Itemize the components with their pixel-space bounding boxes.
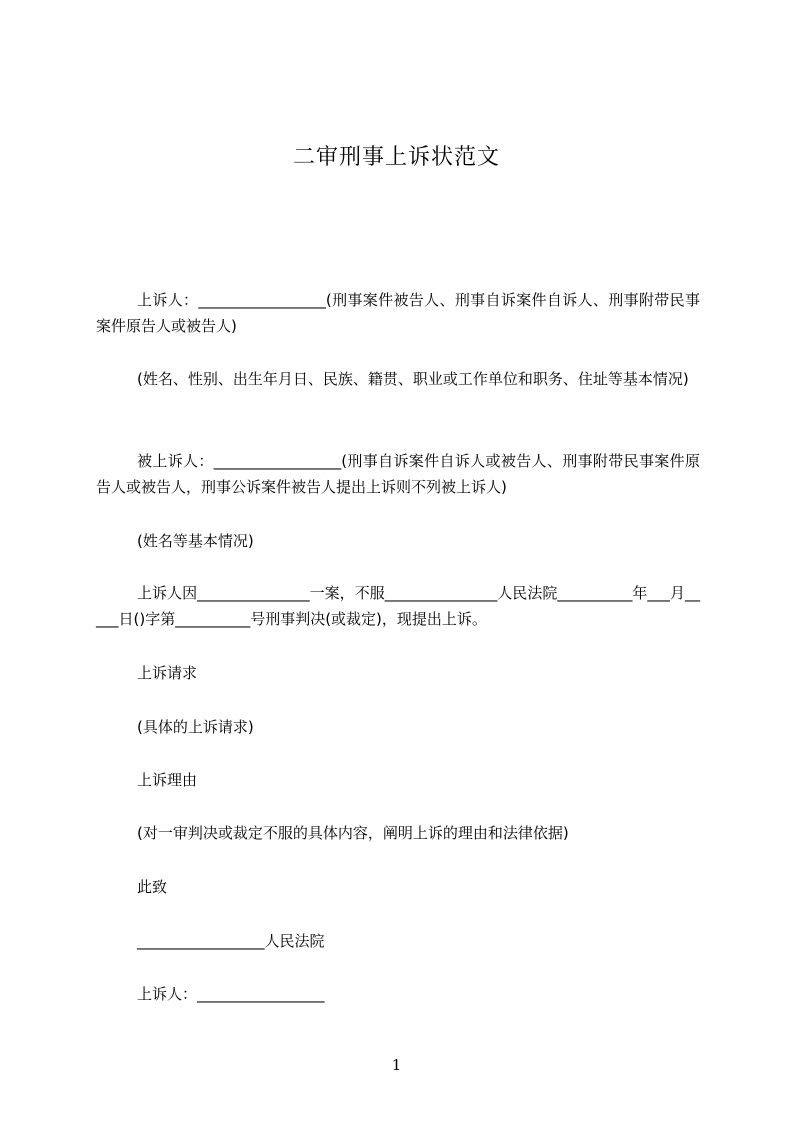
appellant-signature-line: 上诉人：_________________ (137, 985, 325, 1003)
appellee-paragraph: 被上诉人：_________________(刑事自诉案件自诉人或被告人、刑事附带民事案件原告人或被告人，刑事公诉案件被告人提出上诉则不列被上诉人) (96, 452, 700, 496)
appellee-info-note: (姓名等基本情况) (137, 532, 254, 550)
appellant-info-note: (姓名、性别、出生年月日、民族、籍贯、职业或工作单位和职务、住址等基本情况) (137, 370, 689, 388)
page-number: 1 (391, 1056, 402, 1074)
court-name-line: _________________人民法院 (137, 932, 325, 950)
appeal-request-note: (具体的上诉请求) (137, 718, 254, 736)
appellant-paragraph: 上诉人：_________________(刑事案件被告人、刑事自诉案件自诉人、刑事附带民事案件原告人或被告人) (96, 291, 700, 335)
appeal-reason-note: (对一审判决或裁定不服的具体内容，阐明上诉的理由和法律依据) (137, 824, 569, 842)
document-title: 二审刑事上诉状范文 (292, 145, 500, 170)
appeal-request-heading: 上诉请求 (137, 664, 198, 682)
appeal-reason-heading: 上诉理由 (137, 771, 198, 789)
appeal-statement-paragraph: 上诉人因_______________一案，不服_______________人民法院__________年___月_____日()字第__________号刑事判决(或裁定)，现提出上诉。 (96, 584, 700, 628)
salutation: 此致 (137, 878, 168, 896)
